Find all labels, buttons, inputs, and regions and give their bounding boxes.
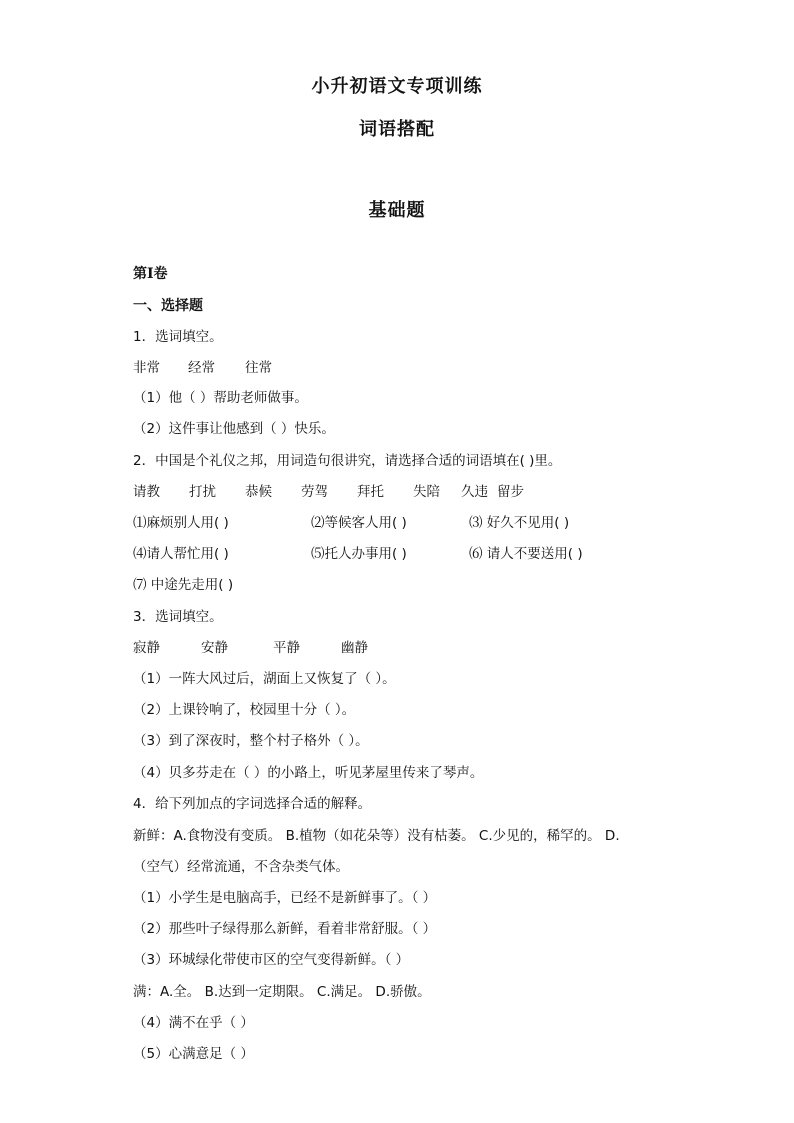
question-1-stem: 1．选词填空。 xyxy=(133,329,223,345)
word-option: 安静 xyxy=(201,640,228,656)
question-4-stem: 4．给下列加点的字词选择合适的解释。 xyxy=(133,796,372,812)
definition-xinxian: 新鲜：A.食物没有变质。 B.植物（如花朵等）没有枯萎。 C.少见的，稀罕的。 D. xyxy=(133,828,620,844)
question-4-item: （2）那些叶子绿得那么新鲜，看着非常舒服。（ ） xyxy=(133,921,437,937)
word-option: 往常 xyxy=(245,360,272,376)
word-option: 经常 xyxy=(188,360,215,376)
word-option: 留步 xyxy=(497,484,524,500)
question-1-word-bank xyxy=(133,359,773,377)
question-4-item: （1）小学生是电脑高手，已经不是新鲜事了。（ ） xyxy=(133,890,437,906)
question-2-item: ⑺ 中途先走用( ) xyxy=(133,577,234,593)
word-option: 请教 xyxy=(133,484,160,500)
question-4-item: （4）满不在乎（ ） xyxy=(133,1015,254,1031)
question-1-item: （2）这件事让他感到（ ）快乐。 xyxy=(133,421,335,437)
question-2-stem: 2．中国是个礼仪之邦，用词造句很讲究，请选择合适的词语填在( )里。 xyxy=(133,453,562,469)
question-3-item: （1）一阵大风过后，湖面上又恢复了（ ）。 xyxy=(133,671,396,687)
question-2-word-bank xyxy=(133,483,773,501)
definition-xinxian-cont: （空气）经常流通，不含杂类气体。 xyxy=(133,859,349,875)
word-option: 拜托 xyxy=(357,484,384,500)
word-option: 非常 xyxy=(133,360,160,376)
question-2-row xyxy=(133,514,773,532)
word-option: 打扰 xyxy=(189,484,216,500)
question-2-row xyxy=(133,545,773,563)
question-3-item: （3）到了深夜时，整个村子格外（ ）。 xyxy=(133,733,369,749)
difficulty-heading: 基础题 xyxy=(368,200,426,221)
question-2-item: ⑶ 好久不见用( ) xyxy=(469,515,570,531)
question-2-item: ⑵等候客人用( ) xyxy=(311,515,407,531)
word-option: 劳驾 xyxy=(301,484,328,500)
word-option: 幽静 xyxy=(341,640,368,656)
question-3-stem: 3．选词填空。 xyxy=(133,609,223,625)
question-4-item: （3）环城绿化带使市区的空气变得新鲜。（ ） xyxy=(133,952,410,968)
question-3-word-bank xyxy=(133,639,773,657)
word-option: 失陪 xyxy=(413,484,440,500)
question-2-item: ⑴麻烦别人用( ) xyxy=(133,515,229,531)
word-option: 久违 xyxy=(461,484,488,500)
word-option: 恭候 xyxy=(245,484,272,500)
question-3-item: （4）贝多芬走在（ ）的小路上，听见茅屋里传来了琴声。 xyxy=(133,765,484,781)
document-title: 小升初语文专项训练 xyxy=(311,76,483,97)
question-2-item: ⑷请人帮忙用( ) xyxy=(133,546,229,562)
section-heading: 一、选择题 xyxy=(133,298,203,314)
question-4-item: （5）心满意足（ ） xyxy=(133,1046,254,1062)
word-option: 平静 xyxy=(273,640,300,656)
question-2-item: ⑸托人办事用( ) xyxy=(311,546,407,562)
question-3-item: （2）上课铃响了，校园里十分（ ）。 xyxy=(133,702,356,718)
question-1-item: （1）他（ ）帮助老师做事。 xyxy=(133,390,308,406)
document-subtitle: 词语搭配 xyxy=(359,119,435,140)
volume-label: 第I卷 xyxy=(133,266,168,282)
question-2-item: ⑹ 请人不要送用( ) xyxy=(469,546,583,562)
word-option: 寂静 xyxy=(133,640,160,656)
definition-man: 满：A.全。 B.达到一定期限。 C.满足。 D.骄傲。 xyxy=(133,984,431,1000)
